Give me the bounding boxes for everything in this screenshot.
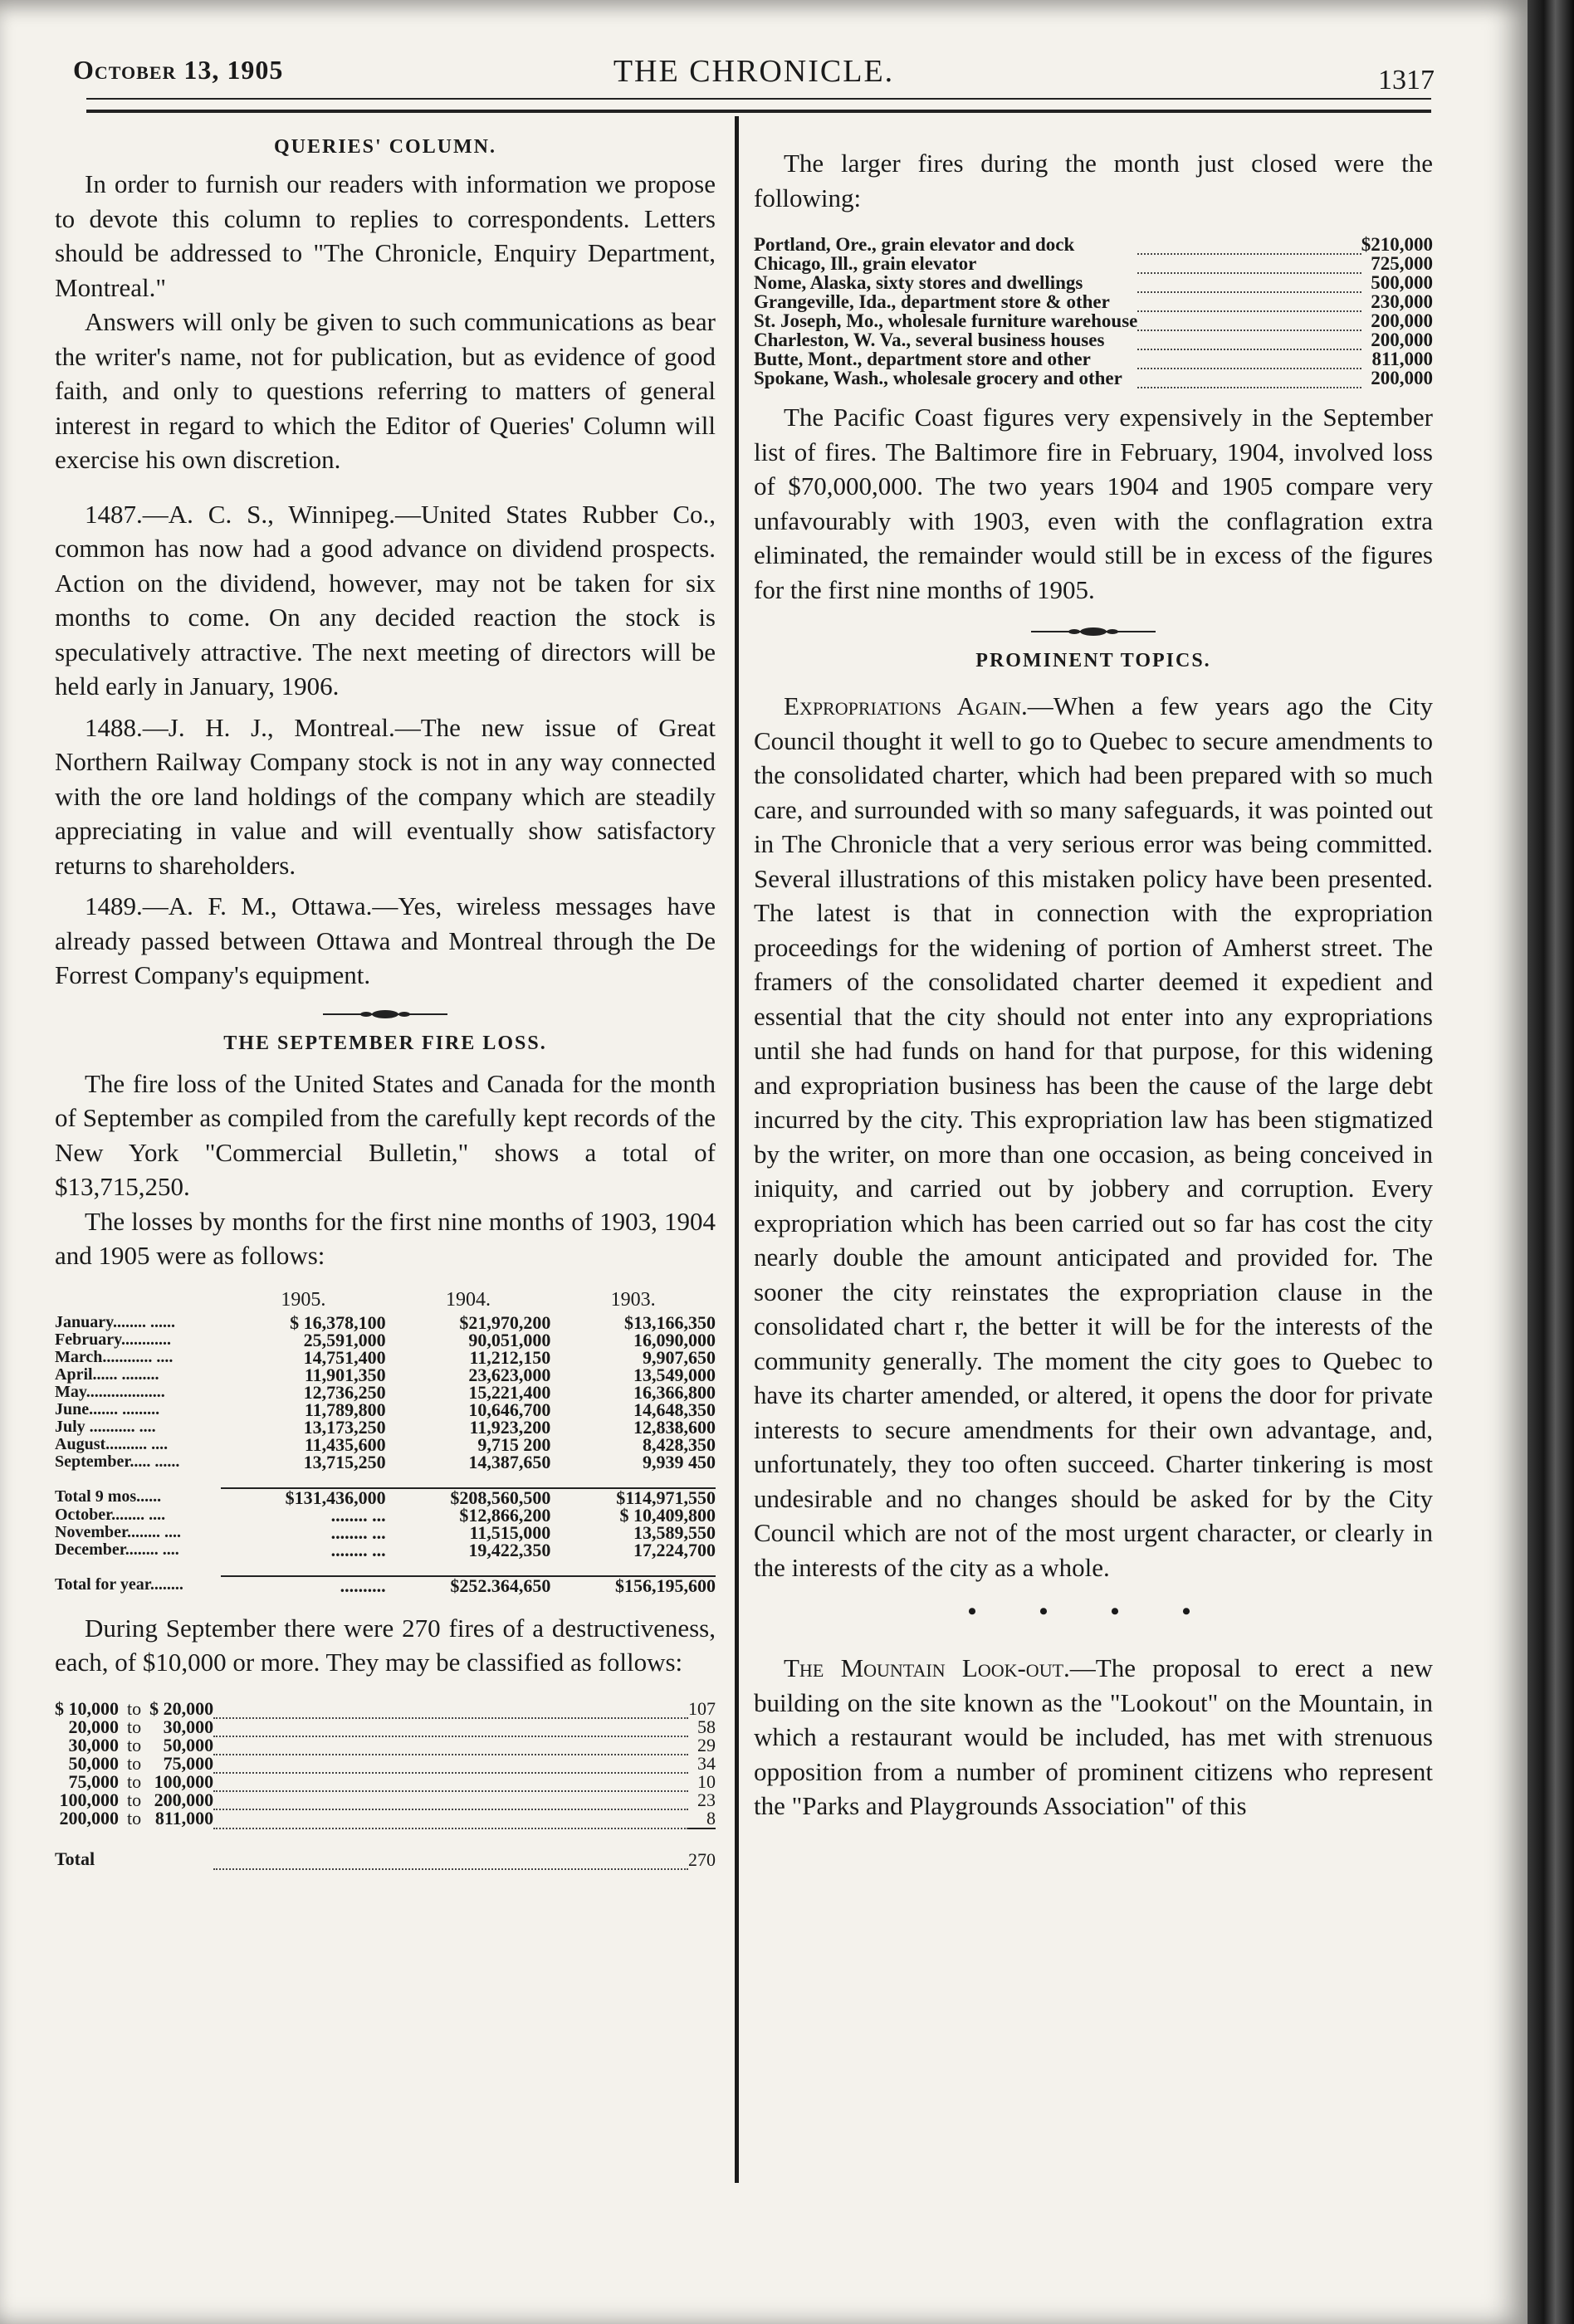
fire-count: 58 [697, 1716, 716, 1737]
fire-amount: 200,000 [1371, 330, 1433, 350]
table-row [55, 1809, 716, 1828]
table-cell: ........ ... [330, 1539, 386, 1560]
fire-count: 29 [697, 1734, 716, 1755]
dot-leader [1137, 311, 1361, 330]
table-cell: 13,715,250 [303, 1451, 386, 1472]
fire-count: 107 [688, 1697, 716, 1719]
table-cell: 19,422,350 [468, 1539, 551, 1560]
table-cell: $252.364,650 [386, 1576, 551, 1594]
range-to: 30,000 [163, 1716, 214, 1737]
larger-fires-intro: The larger fires during the month just closed were the following: [754, 149, 1433, 212]
table-row [55, 1453, 716, 1471]
dot-leader [213, 1773, 688, 1791]
table-cell: 9,715 200 [477, 1433, 551, 1455]
larger-fires-table [754, 235, 1433, 388]
table-row [55, 1718, 716, 1736]
table-row [55, 1773, 716, 1791]
table-cell: 14,648,350 [633, 1399, 716, 1420]
column-header: 1904. [445, 1288, 491, 1311]
column-header: 1903. [610, 1288, 656, 1311]
table-cell: 12,838,600 [633, 1416, 716, 1438]
table-spacer [55, 1559, 716, 1576]
table-cell: 25,591,000 [303, 1329, 386, 1350]
table-cell: 16,366,800 [633, 1381, 716, 1403]
expropriations-lead: Expropriations Again. [784, 691, 1028, 720]
dot-leader [1137, 254, 1361, 273]
table-cell: 11,515,000 [469, 1521, 551, 1543]
table-cell: $ 10,409,800 [619, 1504, 716, 1526]
table-cell: $131,436,000 [221, 1488, 386, 1506]
table-cell: 10,646,700 [468, 1399, 551, 1420]
fire-location: Nome, Alaska, sixty stores and dwellings [754, 272, 1083, 293]
table-row [55, 1384, 716, 1401]
range-from: $ 10,000 [55, 1697, 119, 1719]
fire-loss-para-2: The losses by months for the first nine months of 1903, 1904 and 1905 were as follows: [55, 1206, 716, 1270]
table-cell: 11,789,800 [304, 1399, 386, 1420]
fire-amount: 230,000 [1371, 291, 1433, 312]
table-row [754, 292, 1433, 311]
range-to-word: to [127, 1716, 142, 1737]
table-row [55, 1755, 716, 1773]
fire-count: 8 [706, 1807, 716, 1828]
table-row [754, 273, 1433, 292]
table-cell: 90,051,000 [468, 1329, 551, 1350]
header-rule [86, 98, 1431, 113]
dot-leader [213, 1755, 688, 1773]
table-cell: 14,751,400 [303, 1346, 386, 1368]
table-row [55, 1791, 716, 1809]
dot-leader [213, 1718, 688, 1736]
fire-amount: 500,000 [1371, 272, 1433, 293]
column-divider [735, 116, 739, 2183]
row-label: December........ .... [55, 1540, 179, 1559]
mountain-lead: The Mountain Look-out. [784, 1653, 1070, 1682]
table-cell: 15,221,400 [468, 1381, 551, 1403]
row-label: Total 9 mos...... [55, 1487, 162, 1506]
fire-location: Butte, Mont., department store and other [754, 349, 1091, 369]
table-cell: $114,971,550 [550, 1488, 716, 1506]
table-cell: $12,866,200 [459, 1504, 551, 1526]
fire-location: Chicago, Ill., grain elevator [754, 253, 977, 274]
queries-intro-2: Answers will only be given to such communications as bear the writer's name, not for publication, but as evidence of good faith, and only to questions referring to matters of general interest in regard to which the Editor of Queries' Column will exercise his own discretion. [55, 307, 716, 474]
dot-leader [1137, 235, 1361, 254]
range-to-word: to [127, 1770, 142, 1792]
fire-location: Spokane, Wash., wholesale grocery and other [754, 368, 1122, 388]
row-label: April...... ......... [55, 1365, 159, 1384]
classification-table [55, 1697, 716, 1870]
table-row [55, 1506, 716, 1524]
table-cell: ........ ... [330, 1504, 386, 1526]
table-cell: 9,907,650 [643, 1346, 716, 1368]
range-to-word: to [127, 1734, 142, 1755]
range-to: 75,000 [163, 1752, 214, 1774]
dot-leader [213, 1828, 688, 1869]
range-to: 811,000 [154, 1808, 214, 1828]
table-cell: 11,901,350 [304, 1364, 386, 1385]
dot-leader [1137, 273, 1361, 292]
fire-count: 10 [697, 1770, 716, 1792]
range-to-word: to [127, 1808, 142, 1828]
fire-amount: 200,000 [1371, 368, 1433, 388]
fire-amount: 725,000 [1371, 253, 1433, 274]
fire-loss-heading: THE SEPTEMBER FIRE LOSS. [223, 1032, 547, 1054]
fire-count: 34 [697, 1752, 716, 1774]
column-header: 1905. [281, 1288, 326, 1311]
row-label: June....... ......... [55, 1399, 160, 1418]
query-1488: 1488.—J. H. J., Montreal.—The new issue of Great Northern Railway Company stock is not in any way connected with the ore land holdings of the company which are steadily appreciating in value and will eventually show satisfactory returns to shareholders. [55, 712, 716, 880]
range-from: 75,000 [68, 1770, 119, 1792]
fire-loss-para-1: The fire loss of the United States and Canada for the month of September as compiled from the carefully kept records of the New York "Commercial Bulletin," shows a total of $13,715,250. [55, 1068, 716, 1201]
table-row [55, 1700, 716, 1718]
queries-heading: QUERIES' COLUMN. [273, 136, 497, 158]
table-cell: 8,428,350 [643, 1433, 716, 1455]
table-cell: 11,435,600 [304, 1433, 386, 1455]
section-ornament [323, 1008, 447, 1021]
table-header-row [55, 1291, 716, 1314]
table-row [55, 1366, 716, 1384]
table-row [55, 1541, 716, 1559]
dot-leader [1137, 349, 1361, 369]
row-label: March............ .... [55, 1347, 174, 1366]
table-row [55, 1418, 716, 1436]
total-label: Total [55, 1848, 95, 1869]
publication-title: THE CHRONICLE. [613, 54, 895, 89]
table-row [754, 369, 1433, 388]
range-to-word: to [127, 1789, 142, 1810]
section-ornament [1031, 625, 1156, 638]
total-count: 270 [688, 1828, 716, 1869]
row-label: May................... [55, 1382, 165, 1401]
page-number: 1317 [1378, 65, 1435, 95]
row-label: September..... ...... [55, 1452, 180, 1471]
table-cell: 13,589,550 [633, 1521, 716, 1543]
table-cell: $208,560,500 [386, 1488, 551, 1506]
table-row [55, 1576, 716, 1594]
fire-location: Charleston, W. Va., several business houses [754, 330, 1105, 350]
monthly-loss-table [55, 1288, 716, 1596]
table-cell: 16,090,000 [633, 1329, 716, 1350]
prominent-topics-heading: PROMINENT TOPICS. [975, 650, 1211, 671]
table-cell: 13,173,250 [303, 1416, 386, 1438]
row-label: November........ .... [55, 1522, 182, 1541]
left-column [55, 124, 716, 1870]
mountain-text: —The proposal to erect a new building on the site known as the "Lookout" on the Mountain, in which a restaurant would be included, has met with strenuous opposition from a number of prominent citizens who represent the "Parks and Playgrounds Association" of this [754, 1653, 1434, 1820]
dot-leader [1137, 292, 1361, 311]
page-header [73, 50, 1435, 100]
row-label: August.......... .... [55, 1434, 169, 1453]
range-from: 30,000 [68, 1734, 119, 1755]
row-label: July ........... .... [55, 1417, 156, 1436]
table-cell: 9,939 450 [643, 1451, 716, 1472]
fire-amount: $210,000 [1361, 234, 1433, 255]
table-row [754, 349, 1433, 369]
expropriations-text: —When a few years ago the City Council thought it well to go to Quebec to secure amendments to the consolidated charter, which had been prepared with so much care, and surrounded with so many safeguards, it was pointed out in The Chronicle that a very serious error was being committed. Several illustrations of this mistaken policy have been presented. The latest is that in connection with the expropriation proceedings for the widening of portion of Amherst street. The framers of the consolidated charter deemed it expedient and essential that the city should not enter into any expropriations until she had funds on hand for that purpose, for this widening and expropriation business has been the cause of the large debt incurred by the city. This expropriation law has been stigmatized by the writer, on more than one occasion, as being conceived in iniquity, and carried out by jobbery and corruption. Every expropriation which has been carried out so far has cost the city nearly double the amount anticipated and provided for. The sooner the city reinstates the expropriation clause in the consolidated chart r, the better it will be for the interests of the community generally. The moment the city goes to Quebec to have its charter amended, or altered, it opens the door for private interests to secure amendments for their own advantage, and, unfortunately, they too often succeed. Charter tinkering is most undesirable and no changes should be asked for by the City Council which are not of the most urgent character, or clearly in the interests of the city as a whole. [754, 691, 1434, 1582]
fire-location: Portland, Ore., grain elevator and dock [754, 234, 1075, 255]
fire-location: Grangeville, Ida., department store & other [754, 291, 1110, 312]
dot-leader [213, 1700, 688, 1718]
range-from: 100,000 [59, 1789, 119, 1810]
fire-count: 23 [697, 1789, 716, 1810]
table-cell: 13,549,000 [633, 1364, 716, 1385]
table-cell: 11,923,200 [469, 1416, 551, 1438]
pacific-coast-para: The Pacific Coast figures very expensively in the September list of fires. The Baltimore fire in February, 1904, involved loss of $70,000,000. The two years 1904 and 1905 compare very unfavourably with 1903, even with the conflagration extra eliminated, the remainder would still be in excess of the figures for the first nine months of 1905. [754, 403, 1433, 604]
row-label: October........ .... [55, 1505, 166, 1524]
page-edge-shadow [1528, 0, 1574, 2324]
range-to: $ 20,000 [149, 1697, 214, 1719]
dot-leader [213, 1809, 688, 1828]
query-1487: 1487.—A. C. S., Winnipeg.—United States Rubber Co., common has now had a good advance on dividend prospects. Action on the dividend, however, may not be taken for six months to come. On any decided reaction the stock is speculatively attractive. The next meeting of directors will be held early in January, 1906. [55, 499, 716, 701]
table-row [55, 1401, 716, 1418]
table-row [55, 1436, 716, 1453]
fire-amount: 200,000 [1371, 310, 1433, 331]
range-to-word: to [127, 1752, 142, 1774]
row-label: Total for year........ [55, 1575, 183, 1594]
table-row [55, 1524, 716, 1541]
table-row [55, 1349, 716, 1366]
table-cell: ........ ... [330, 1521, 386, 1543]
table-cell: $21,970,200 [459, 1311, 551, 1333]
table-cell: 23,623,000 [468, 1364, 551, 1385]
dot-leader [1137, 330, 1361, 349]
section-separator: • • • • [967, 1598, 1220, 1625]
fire-loss-para-3: During September there were 270 fires of a destructiveness, each, of $10,000 or more. They may be classified as follows: [55, 1613, 716, 1677]
row-label: February............ [55, 1330, 171, 1349]
dot-leader [213, 1736, 688, 1755]
table-cell: 12,736,250 [303, 1381, 386, 1403]
range-to-word: to [127, 1697, 142, 1719]
queries-intro-1: In order to furnish our readers with information we propose to devote this column to replies to correspondents. Letters should be addressed to "The Chronicle, Enquiry Department, Montreal." [55, 169, 716, 302]
table-cell: 11,212,150 [469, 1346, 551, 1368]
table-row [55, 1331, 716, 1349]
right-column [754, 124, 1433, 1824]
table-cell: $156,195,600 [550, 1576, 716, 1594]
table-row [754, 330, 1433, 349]
table-row [55, 1736, 716, 1755]
table-row [754, 235, 1433, 254]
range-from: 20,000 [68, 1716, 119, 1737]
mountain-article [754, 1651, 1433, 1824]
table-row [55, 1488, 716, 1506]
range-from: 50,000 [68, 1752, 119, 1774]
table-cell: $ 16,378,100 [290, 1311, 386, 1333]
range-to: 100,000 [154, 1770, 214, 1792]
range-to: 200,000 [154, 1789, 214, 1810]
table-cell: $13,166,350 [624, 1311, 716, 1333]
table-cell: .......... [221, 1576, 386, 1594]
query-1489: 1489.—A. F. M., Ottawa.—Yes, wireless messages have already passed between Ottawa and Montreal through the De Forrest Company's equipment. [55, 891, 716, 989]
row-label: January........ ...... [55, 1312, 176, 1331]
fire-amount: 811,000 [1371, 349, 1433, 369]
dot-leader [213, 1791, 688, 1809]
range-from: 200,000 [59, 1808, 119, 1828]
table-cell: 14,387,650 [468, 1451, 551, 1472]
table-row [754, 254, 1433, 273]
issue-date: October 13, 1905 [73, 55, 284, 85]
expropriations-article [754, 689, 1433, 1584]
total-row [55, 1828, 716, 1869]
table-cell: 17,224,700 [633, 1539, 716, 1560]
fire-location: St. Joseph, Mo., wholesale furniture warehouse [754, 310, 1138, 331]
range-to: 50,000 [163, 1734, 214, 1755]
table-row [55, 1314, 716, 1331]
dot-leader [1137, 369, 1361, 388]
table-row [754, 311, 1433, 330]
table-spacer [55, 1471, 716, 1488]
